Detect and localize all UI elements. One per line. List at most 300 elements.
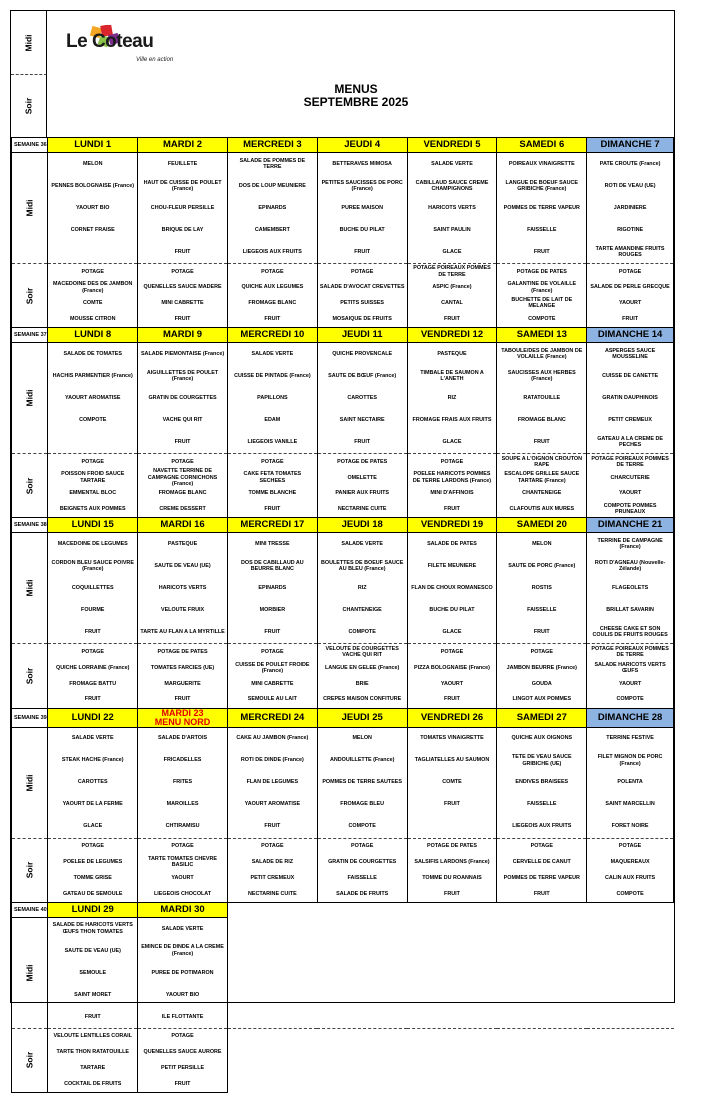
menu-item: NECTARINE CUITE: [337, 506, 387, 513]
menu-item: POTAGE: [81, 268, 104, 275]
midi-row: [12, 533, 674, 644]
soir-label-cell: [12, 264, 48, 328]
menu-item: DOS DE LOUP MEUNIERE: [238, 182, 306, 189]
menu-item: SALADE DE RIZ: [251, 859, 294, 866]
day-header: [138, 518, 228, 533]
menu-item: VACHE QUI RIT: [162, 416, 203, 423]
menu-item: FRUIT: [444, 506, 460, 513]
day-name: JEUDI 4: [344, 139, 381, 150]
soir-menu-cell: [407, 454, 497, 518]
menu-item: MOSAIQUE DE FRUITS: [332, 316, 392, 323]
soir-menu-cell: [407, 644, 497, 708]
menu-item: POTAGE: [618, 268, 642, 275]
menu-item: FLAGEOLETS: [611, 585, 649, 592]
menu-item: YAOURT AROMATISE: [244, 801, 301, 808]
menu-item: COQUILLETTES: [71, 585, 114, 592]
midi-label-cell: [12, 153, 48, 264]
menu-item: SALADE D'ARTOIS: [157, 735, 208, 742]
menu-item: TARTE AU FLAN A LA MYRTILLE: [140, 629, 225, 636]
menu-item: ROSTIS: [531, 585, 552, 592]
day-header: [48, 902, 138, 917]
week-label: SEMAINE 39: [12, 708, 48, 727]
menu-item: POISSON FROID SAUCE TARTARE: [61, 471, 125, 484]
day-header: [317, 518, 407, 533]
menu-item: MINI CABRETTE: [161, 300, 204, 307]
menu-item: [408, 816, 497, 838]
menu-item: POLENTA: [617, 779, 643, 786]
week-label: SEMAINE 36: [12, 138, 48, 153]
menu-item: FAISSELLE: [347, 874, 377, 881]
menu-item: FROMAGE BLANC: [248, 300, 297, 307]
day-header: [407, 138, 497, 153]
day-name: MARDI 30: [160, 903, 205, 915]
menu-item: SALADE DE POMMES DE TERRE: [239, 157, 306, 170]
menu-item: BRIE: [355, 680, 369, 687]
midi-menu-cell: [138, 153, 228, 264]
menu-item: CALIN AUX FRUITS: [605, 874, 656, 881]
menu-item: SOUPE A L'OIGNON CROUTON RAPE: [501, 455, 583, 469]
menu-item: GRATIN DE COURGETTES: [148, 394, 217, 401]
day-header: [407, 328, 497, 343]
menu-item: GRATIN DE COURGETTES: [328, 859, 397, 866]
day-header: [407, 708, 497, 727]
top-soir-label: Soir: [23, 97, 34, 115]
top-midi-label: Midi: [23, 34, 34, 51]
menu-item: FRUIT: [533, 438, 550, 445]
menu-item: FRUIT: [264, 506, 281, 513]
menu-item: MACEDOINE DES DE JAMBON (France): [53, 281, 133, 294]
soir-menu-cell: [227, 838, 317, 902]
menu-item: BEIGNETS AUX POMMES: [59, 506, 126, 513]
day-header: [138, 902, 228, 917]
menu-item: POTAGE DE PATES: [337, 458, 388, 465]
soir-label: Soir: [24, 477, 35, 495]
soir-row: [12, 1028, 674, 1092]
menu-item: POMMES DE TERRE SAUTEES: [322, 779, 403, 786]
menu-item: CAKE FETA TOMATES SECHEES: [243, 471, 302, 484]
menu-item: COMPOTE POMMES PRUNEAUX: [603, 503, 657, 516]
menu-item: SAUTE DE BŒUF (France): [328, 372, 397, 379]
soir-menu-cell: [587, 264, 674, 328]
menu-item: SALADE DE PATES: [427, 541, 477, 548]
day-header: [587, 518, 674, 533]
menu-item: ASPERGES SAUCE MOUSSELINE: [604, 347, 656, 361]
menu-item: ILE FLOTTANTE: [161, 1013, 204, 1020]
menu-item: POTAGE POIREAUX POMMES DE TERRE: [591, 455, 669, 469]
soir-menu-cell: [138, 1028, 228, 1092]
menu-item: MINI TRESSE: [255, 541, 290, 548]
menu-item: POTAGE: [530, 649, 553, 656]
day-header: [497, 708, 587, 727]
empty-cell: [317, 902, 407, 917]
menu-item: POTAGE: [530, 843, 553, 850]
menu-item: SAUCISSES AUX HERBES (France): [507, 369, 576, 383]
midi-row: [12, 343, 674, 454]
menu-item: FROMAGE BLANC: [517, 416, 566, 423]
menu-item: SAUTE DE VEAU (UE): [64, 947, 121, 954]
menu-item: FRUIT: [444, 316, 460, 323]
menu-item: VELOUTE DE COURGETTES VACHE QUI RIT: [325, 645, 399, 659]
menu-item: TARTARE: [80, 1065, 106, 1072]
day-header: [48, 138, 138, 153]
menu-item: GATEAU DE SEMOULE: [62, 890, 123, 897]
menu-item: FAISSELLE: [527, 607, 557, 614]
menu-item: TOMME BLANCHE: [248, 490, 297, 497]
soir-menu-cell: [138, 264, 228, 328]
menu-item: TARTE AMANDINE FRUITS ROUGES: [595, 245, 665, 258]
midi-row: [12, 153, 674, 264]
title-line-1: MENUS: [334, 82, 378, 96]
menu-item: ANDOUILLETTE (France): [329, 757, 395, 764]
menu-item: LIEGEOIS CHOCOLAT: [153, 890, 212, 897]
menu-item: EMMENTAL BLOC: [69, 490, 117, 497]
menu-item: FRUIT: [174, 248, 191, 255]
empty-cell: [227, 1028, 317, 1092]
menu-item: TOMATES FARCIES (UE): [150, 664, 215, 671]
menu-item: FRUIT: [622, 316, 639, 323]
menu-item: SALADE HARICOTS VERTS ŒUFS: [594, 661, 666, 675]
menu-item: POTAGE: [81, 458, 104, 465]
menu-item: FRICADELLES: [163, 757, 202, 764]
day-name: LUNDI 15: [71, 519, 114, 531]
menu-item: POTAGE: [618, 843, 642, 850]
soir-menu-cell: [48, 644, 138, 708]
empty-cell: [587, 902, 674, 917]
menu-item: FAISSELLE: [527, 801, 557, 808]
soir-menu-cell: [138, 838, 228, 902]
day-name: SAMEDI 20: [516, 519, 567, 531]
menu-item: VELOUTE FRUIX: [160, 607, 205, 614]
empty-cell: [497, 902, 587, 917]
empty-cell: [407, 1028, 497, 1092]
menu-item: COMPOTE: [616, 890, 644, 897]
menu-item: GRATIN DAUPHINOIS: [602, 394, 658, 401]
menu-sheet: [10, 10, 675, 1087]
soir-row: [12, 264, 674, 328]
menu-item: RATATOUILLE: [523, 394, 561, 401]
midi-menu-cell: [407, 153, 497, 264]
day-header: [497, 328, 587, 343]
menu-item: CORDON BLEU SAUCE POIVRE (France): [51, 559, 134, 573]
menu-item: CUISSE DE POULET FROIDE (France): [235, 661, 310, 675]
menu-item: POTAGE DE PATES: [516, 268, 567, 275]
menu-item: QUICHE PROVENCALE: [332, 350, 393, 357]
menu-item: ENDIVES BRAISEES: [515, 779, 569, 786]
soir-menu-cell: [227, 644, 317, 708]
menu-item: MINI D'AFFINOIS: [430, 490, 474, 497]
day-name: MERCREDI 10: [240, 329, 305, 341]
day-header: [227, 518, 317, 533]
menu-item: SALADE PIEMONTAISE (France): [140, 350, 225, 357]
midi-menu-cell: [497, 727, 587, 838]
menu-item: ROTI DE VEAU (UE): [604, 182, 656, 189]
day-header: [587, 708, 674, 727]
menu-item: POIREAUX VINAIGRETTE: [508, 160, 575, 167]
menu-item: POTAGE: [171, 458, 194, 465]
menu-item: PATE CROUTE (France): [599, 160, 661, 167]
midi-menu-cell: [138, 727, 228, 838]
day-header: [138, 708, 228, 727]
menu-item: YAOURT AROMATISE: [64, 394, 121, 401]
midi-menu-cell: [317, 533, 407, 644]
menu-item: PAPILLONS: [257, 394, 288, 401]
menu-item: EPINARDS: [258, 585, 287, 592]
menu-item: GATEAU A LA CREME DE PECHES: [597, 435, 663, 449]
menu-item: COMTE: [442, 779, 462, 786]
menu-item: LIEGEOIS VANILLE: [247, 438, 298, 445]
menu-item: PETITS SUISSES: [340, 300, 385, 307]
menu-item: TIMBALE DE SAUMON A L'ANETH: [420, 369, 484, 383]
menu-item: CLAFOUTIS AUX MURES: [509, 506, 575, 513]
soir-menu-cell: [317, 264, 407, 328]
soir-row: [12, 838, 674, 902]
menu-item: YAOURT: [440, 680, 464, 687]
midi-menu-cell: [48, 343, 138, 454]
menu-item: HACHIS PARMENTIER (France): [52, 372, 133, 379]
menu-item: FROMAGE BATTU: [69, 680, 117, 687]
menu-item: MELON: [532, 541, 552, 548]
week-label: SEMAINE 37: [12, 328, 48, 343]
day-name: LUNDI 22: [71, 711, 114, 723]
midi-menu-cell: [407, 533, 497, 644]
menu-item: MINI CABRETTE: [251, 680, 294, 687]
day-header: [317, 708, 407, 727]
menu-item: COMPOTE: [616, 696, 644, 703]
logo-tagline: Ville en action: [136, 57, 174, 63]
menu-item: POMMES DE TERRE VAPEUR: [503, 204, 580, 211]
menu-item: FRUIT: [354, 248, 371, 255]
menu-item: LINGOT AUX POMMES: [512, 696, 572, 703]
empty-cell: [227, 902, 317, 917]
soir-menu-cell: [48, 838, 138, 902]
menu-item: TAGLIATELLES AU SAUMON: [414, 757, 490, 764]
menu-item: FRUIT: [444, 890, 460, 897]
day-header: [497, 138, 587, 153]
menu-item: BRIQUE DE LAY: [161, 226, 204, 233]
menu-item: MELON: [83, 160, 103, 167]
soir-label: Soir: [24, 287, 35, 304]
menu-item: SAINT MORET: [74, 991, 112, 998]
menu-item: FRUIT: [174, 696, 191, 703]
week-label: SEMAINE 38: [12, 518, 48, 533]
menu-item: SEMOULE AU LAIT: [247, 696, 297, 703]
day-name: SAMEDI 13: [516, 329, 567, 341]
midi-label-cell: [12, 917, 48, 1028]
midi-label: Midi: [24, 579, 35, 597]
menu-item: FEUILLETE: [167, 160, 198, 167]
menu-item: POTAGE: [261, 268, 284, 275]
day-header: [317, 138, 407, 153]
menu-item: POTAGE POIREAUX POMMES DE TERRE: [591, 645, 669, 659]
menu-item: FRITES: [172, 779, 193, 786]
midi-menu-cell: [48, 533, 138, 644]
menu-item: COMPOTE: [528, 316, 556, 323]
menu-item: FORET NOIRE: [611, 823, 649, 830]
menu-item: QUICHE LORRAINE (France): [56, 664, 130, 671]
menu-item: FRUIT: [533, 629, 550, 636]
menu-item: GLACE: [442, 248, 462, 255]
empty-cell: [407, 917, 497, 1028]
week-label: SEMAINE 40: [12, 902, 48, 917]
menu-item: CERVELLE DE CANUT: [512, 859, 571, 866]
menu-item: CHANTENEIGE: [522, 490, 562, 497]
menu-item: POTAGE: [261, 843, 284, 850]
menu-item: ESCALOPE GRILLEE SAUCE TARTARE (France): [504, 471, 580, 484]
menu-item: COCKTAIL DE FRUITS: [64, 1080, 122, 1087]
soir-menu-cell: [407, 264, 497, 328]
menu-item: SALADE DE TOMATES: [63, 350, 122, 357]
soir-menu-cell: [48, 264, 138, 328]
menu-item: FRUIT: [444, 696, 460, 703]
menu-item: GLACE: [83, 823, 103, 830]
day-name: JEUDI 25: [341, 711, 383, 723]
menu-item: CHEESE CAKE ET SON COULIS DE FRUITS ROUGES: [592, 625, 668, 639]
menu-item: ROTI DE DINDE (France): [240, 757, 304, 764]
menu-item: PETIT PERSILLE: [160, 1065, 205, 1072]
menu-item: EPINARDS: [258, 204, 287, 211]
menu-item: HARICOTS VERTS: [428, 204, 476, 211]
soir-menu-cell: [317, 644, 407, 708]
menu-item: FROMAGE BLEU: [340, 801, 385, 808]
soir-menu-cell: [497, 264, 587, 328]
menu-item: FRUIT: [264, 823, 281, 830]
week-header-row: [12, 902, 674, 917]
day-name: MERCREDI 17: [240, 519, 305, 531]
menu-item: FRUIT: [533, 248, 550, 255]
empty-cell: [497, 917, 587, 1028]
menu-item: YAOURT: [171, 874, 194, 881]
midi-menu-cell: [587, 343, 674, 454]
soir-menu-cell: [407, 838, 497, 902]
midi-label-cell: [12, 727, 48, 838]
menu-item: BUCHE DU PILAT: [429, 607, 475, 614]
menu-item: TERRINE FESTIVE: [606, 735, 654, 742]
menu-item: GOUDA: [531, 680, 552, 687]
menu-item: FROMAGE BLANC: [158, 490, 207, 497]
empty-cell: [587, 1028, 674, 1092]
day-note: MENU NORD: [154, 716, 211, 727]
midi-label-cell: [12, 343, 48, 454]
midi-menu-cell: [317, 727, 407, 838]
menu-item: MELON: [352, 735, 372, 742]
menu-item: COMPOTE: [348, 823, 376, 830]
menu-item: SALADE DE FRUITS: [336, 890, 389, 897]
menu-item: POTAGE: [350, 843, 374, 850]
menu-item: SAINT NECTAIRE: [339, 416, 385, 423]
day-name: MERCREDI 24: [240, 711, 305, 723]
midi-menu-cell: [407, 727, 497, 838]
menu-item: LIEGEOIS AUX FRUITS: [242, 248, 302, 255]
soir-label: Soir: [24, 667, 35, 685]
menu-item: TARTE TOMATES CHEVRE BASILIC: [148, 855, 217, 869]
menu-item: FOURME: [81, 607, 105, 614]
day-header: [227, 328, 317, 343]
day-header: [48, 708, 138, 727]
soir-menu-cell: [497, 644, 587, 708]
soir-menu-cell: [138, 644, 228, 708]
menu-item: SALADE VERTE: [251, 350, 294, 357]
day-name: JEUDI 11: [341, 329, 383, 341]
week-header-row: [12, 708, 674, 727]
menu-item: POTAGE: [171, 843, 194, 850]
day-name: MARDI 2: [163, 139, 203, 150]
title-line-2: SEPTEMBRE 2025: [303, 95, 409, 109]
menu-item: MOUSSE CITRON: [69, 316, 116, 323]
soir-menu-cell: [138, 454, 228, 518]
soir-menu-cell: [48, 454, 138, 518]
menu-item: POTAGE: [81, 843, 104, 850]
soir-menu-cell: [227, 454, 317, 518]
menu-item: POELEE HARICOTS POMMES DE TERRE LARDONS (France): [412, 471, 492, 484]
menu-item: MORBIER: [259, 607, 286, 614]
menu-item: FRUIT: [264, 316, 281, 323]
menu-item: HARICOTS VERTS: [158, 585, 207, 592]
menu-item: QUENELLES SAUCE MADERE: [143, 284, 222, 291]
midi-row: [12, 917, 674, 1028]
menu-item: TOMME DU ROANNAIS: [422, 874, 482, 881]
menu-item: HAUT DE CUISSE DE POULET (France): [143, 179, 222, 192]
soir-row: [12, 644, 674, 708]
top-midi-cell: [11, 11, 47, 74]
menu-item: SALADE DE HARICOTS VERTS ŒUFS THON TOMATES: [52, 922, 133, 935]
day-header: [497, 518, 587, 533]
soir-menu-cell: [317, 454, 407, 518]
menu-item: CHTIRAMISU: [165, 823, 200, 830]
menu-item: EMINCE DE DINDE A LA CREME (France): [141, 944, 224, 957]
soir-label-cell: [12, 838, 48, 902]
day-name: VENDREDI 12: [420, 329, 484, 341]
soir-menu-cell: [497, 838, 587, 902]
menu-item: YAOURT DE LA FERME: [62, 801, 123, 808]
menu-item: POTAGE: [261, 458, 284, 465]
midi-menu-cell: [48, 917, 138, 1028]
menu-item: SEMOULE: [79, 969, 107, 976]
midi-label: Midi: [24, 199, 35, 217]
empty-cell: [497, 1028, 587, 1092]
menu-item: YAOURT: [618, 300, 642, 307]
midi-menu-cell: [227, 727, 317, 838]
menu-item: MAQUEREAUX: [610, 859, 650, 866]
le-coteau-logo: [66, 25, 186, 70]
menu-item: CHANTENEIGE: [342, 607, 382, 614]
midi-menu-cell: [497, 343, 587, 454]
menu-item: CUISSE DE PINTADE (France): [234, 372, 311, 379]
menu-item: POTAGE: [261, 649, 284, 656]
menu-item: MAROILLES: [166, 801, 199, 808]
menu-item: CABILLAUD SAUCE CREME CHAMPIGNONS: [415, 179, 489, 192]
day-header: [587, 138, 674, 153]
menu-item: YAOURT BIO: [76, 204, 110, 211]
menu-item: JARDINIERE: [613, 204, 647, 211]
menu-item: QUENELLES SAUCE AURORE: [143, 1049, 222, 1056]
menu-item: TOMME GRISE: [73, 874, 112, 881]
menu-item: CORNET FRAISE: [70, 226, 115, 233]
menu-item: FRUIT: [174, 316, 191, 323]
soir-label: Soir: [24, 1052, 35, 1069]
menu-item: TOMATES VINAIGRETTE: [420, 735, 484, 742]
menu-item: EDAM: [264, 416, 281, 423]
day-header: [48, 518, 138, 533]
menu-item: YAOURT: [618, 680, 642, 687]
day-name: DIMANCHE 14: [597, 329, 663, 341]
menu-item: MACEDOINE DE LEGUMES: [57, 541, 128, 548]
menu-item: CANTAL: [441, 300, 463, 307]
midi-menu-cell: [407, 343, 497, 454]
menu-item: BUCHE DU PILAT: [339, 226, 385, 233]
day-header: [587, 328, 674, 343]
menu-item: POTAGE: [81, 649, 104, 656]
menu-item: CUISSE DE CANETTE: [602, 372, 659, 379]
